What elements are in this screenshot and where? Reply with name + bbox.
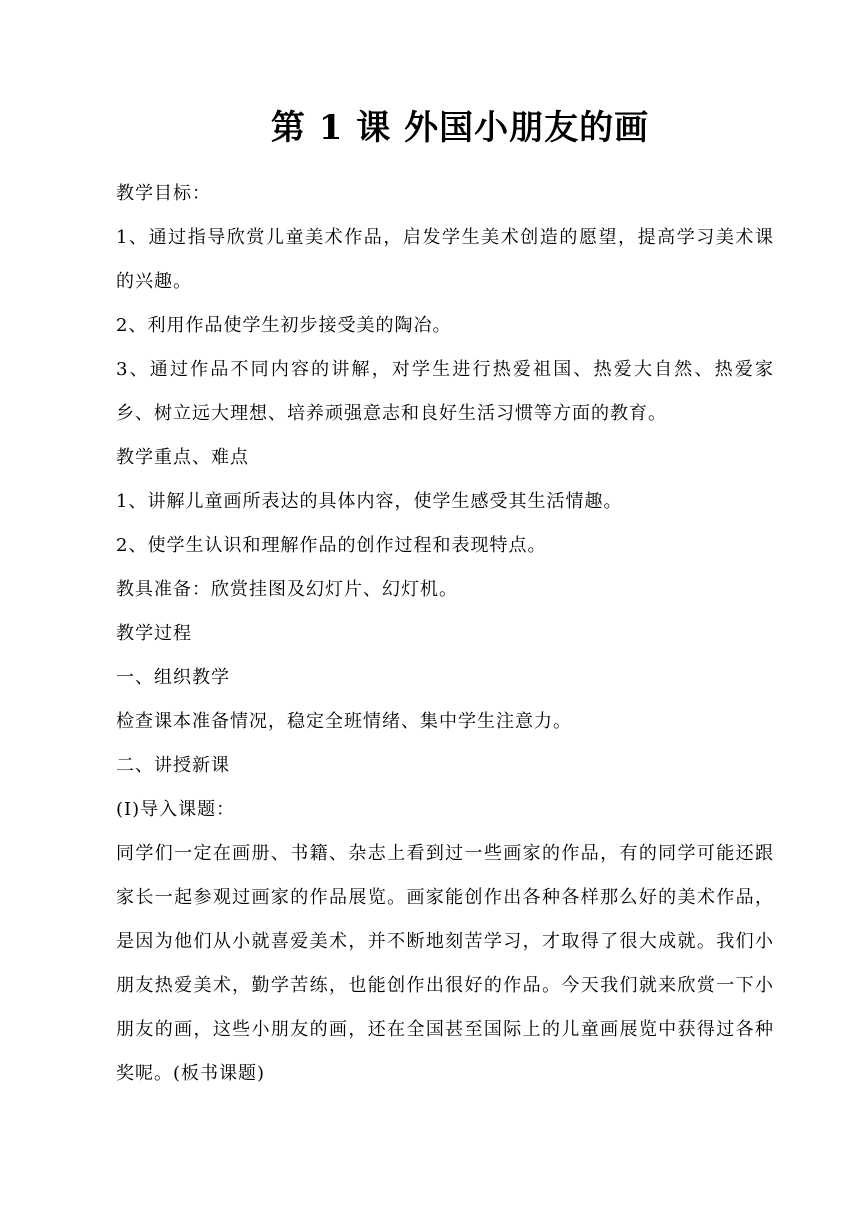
lesson-body [116, 172, 774, 1096]
key-points-heading: 教学重点、难点 [116, 447, 249, 468]
section-2-heading: 二、讲授新课 [116, 755, 230, 776]
key-point-2: 2、使学生认识和理解作品的创作过程和表现特点。 [116, 535, 547, 556]
objectives-heading: 教学目标： [116, 183, 211, 204]
intro-paragraph: 同学们一定在画册、书籍、杂志上看到过一些画家的作品，有的同学可能还跟家长一起参观过画家的作品展览。画家能创作出各种各样那么好的美术作品，是因为他们从小就喜爱美术，并不断地刻苦学习，才取得了很大成就。我们小朋友热爱美术，勤学苦练，也能创作出很好的作品。今天我们就来欣赏一下小朋友的画，这些小朋友的画，还在全国甚至国际上的儿童画展览中获得过各种奖呢。(板书课题) [116, 843, 774, 1084]
section-1-text: 检查课本准备情况，稳定全班情绪、集中学生注意力。 [116, 711, 572, 732]
objective-1: 1、通过指导欣赏儿童美术作品，启发学生美术创造的愿望，提高学习美术课的兴趣。 [116, 227, 774, 292]
objective-3: 3、通过作品不同内容的讲解，对学生进行热爱祖国、热爱大自然、热爱家乡、树立远大理想、培养顽强意志和良好生活习惯等方面的教育。 [116, 359, 774, 424]
subsection-intro-heading: (I)导入课题： [116, 799, 236, 820]
teaching-process-heading: 教学过程 [116, 623, 192, 644]
section-1-heading: 一、组织教学 [116, 667, 230, 688]
teaching-aids: 教具准备：欣赏挂图及幻灯片、幻灯机。 [116, 579, 458, 600]
objective-2: 2、利用作品使学生初步接受美的陶冶。 [116, 315, 452, 336]
key-point-1: 1、讲解儿童画所表达的具体内容，使学生感受其生活情趣。 [116, 491, 623, 512]
lesson-title: 第 1 课 外国小朋友的画 [270, 108, 650, 148]
